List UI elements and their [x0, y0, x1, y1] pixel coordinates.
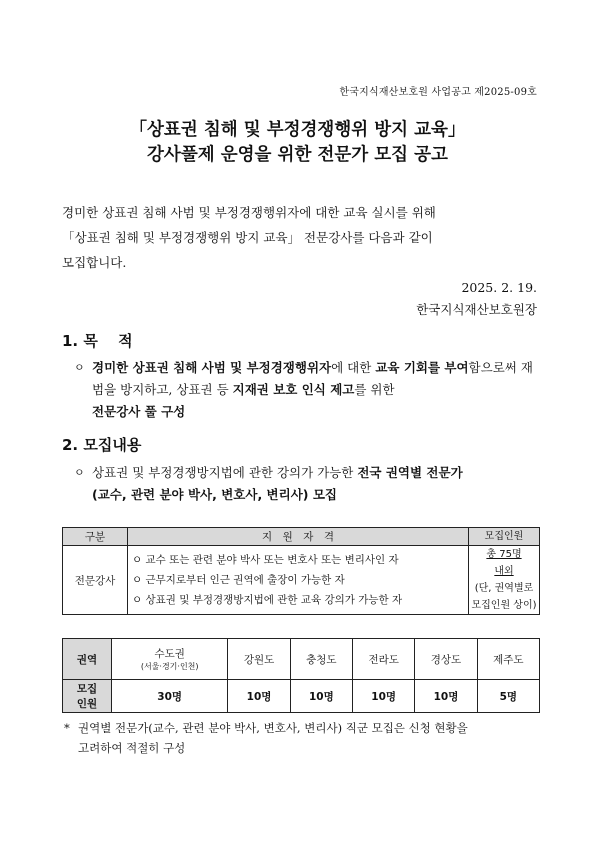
section-1-emphasis-4: 전문강사 풀 구성	[92, 404, 186, 419]
region-gangwon: 강원도	[228, 639, 290, 680]
bullet-mark: ㅇ	[74, 361, 85, 374]
notice-date: 2025. 2. 19.	[461, 280, 537, 295]
bullet-mark: ㅇ	[74, 466, 85, 479]
count-jeju: 5명	[477, 680, 539, 713]
title-line-1: 「상표권 침해 및 부정경쟁행위 방지 교육」	[129, 120, 466, 140]
region-chungcheong: 충청도	[290, 639, 352, 680]
date-issuer-block	[416, 277, 537, 321]
recruit-approx: 내외	[494, 566, 514, 577]
section-2-heading: 2. 모집내용	[62, 436, 142, 454]
section-2-emphasis-1: 전국 권역별 전문가	[357, 465, 463, 480]
count-gyeongsang: 10명	[415, 680, 477, 713]
footnote-line-2: 고려하여 적절히 구성	[78, 741, 186, 755]
recruit-total: 총 75명	[486, 549, 522, 560]
notice-number: 한국지식재산보호원 사업공고 제2025-09호	[339, 87, 537, 98]
count-capital: 30명	[112, 680, 228, 713]
region-capital: 수도권 (서울·경기·인천)	[112, 639, 228, 680]
region-jeolla: 전라도	[353, 639, 415, 680]
intro-line-2: 「상표권 침해 및 부정경쟁행위 방지 교육」 전문강사를 다음과 같이	[62, 230, 433, 245]
region-gyeongsang: 경상도	[415, 639, 477, 680]
count-gangwon: 10명	[228, 680, 290, 713]
footnote-line-1: 권역별 전문가(교수, 관련 분야 박사, 변호사, 변리사) 직군 모집은 신청 현황을	[78, 721, 468, 735]
region-count-row	[63, 680, 540, 713]
section-1-paragraph	[74, 357, 540, 423]
issuer-name: 한국지식재산보호원장	[416, 302, 537, 317]
title-line-2: 강사풀제 운영을 위한 전문가 모집 공고	[147, 145, 448, 165]
section-1-text-1: 에 대한	[331, 360, 376, 375]
category-cell: 전문강사	[63, 546, 128, 615]
count-chungcheong: 10명	[290, 680, 352, 713]
intro-line-1: 경미한 상표권 침해 사범 및 부정경쟁행위자에 대한 교육 실시를 위해	[62, 205, 436, 220]
section-1-emphasis-2: 교육 기회를 부여	[375, 360, 469, 375]
recruit-count-cell	[469, 546, 540, 615]
recruit-note-1: (단, 권역별로	[474, 583, 534, 594]
footnote	[64, 718, 540, 758]
region-jeju: 제주도	[477, 639, 539, 680]
qualification-table	[62, 527, 540, 615]
header-qualifications: 지 원 자 격	[128, 528, 469, 546]
section-1-heading: 1. 목 적	[62, 332, 133, 350]
section-1-text-2: 함으로써 재범을 방지하고, 상표권 등	[92, 360, 533, 397]
section-1-text-3: 를 위한	[354, 382, 395, 397]
region-table	[62, 638, 540, 713]
region-label: 권역	[63, 639, 112, 680]
header-category: 구분	[63, 528, 128, 546]
section-2-text-1: 상표권 및 부정경쟁방지법에 관한 강의가 가능한	[92, 465, 358, 480]
header-recruit-count: 모집인원	[469, 528, 540, 546]
section-1-emphasis-1: 경미한 상표권 침해 사범 및 부정경쟁행위자	[92, 360, 332, 375]
recruit-note-2: 모집인원 상이)	[471, 600, 537, 611]
qualification-table-header	[63, 528, 540, 546]
table-row	[63, 546, 540, 615]
page-title	[0, 118, 595, 168]
footnote-mark: *	[64, 721, 70, 735]
section-2-paragraph	[74, 462, 540, 506]
recruit-count-label: 모집 인원	[63, 680, 112, 713]
qualification-item: ㅇ 교수 또는 관련 분야 박사 또는 변호사 또는 변리사인 자	[132, 554, 399, 566]
count-jeolla: 10명	[353, 680, 415, 713]
region-capital-sub: (서울·경기·인천)	[140, 662, 199, 671]
qualifications-cell	[128, 546, 469, 615]
intro-paragraph	[62, 200, 540, 275]
intro-line-3: 모집합니다.	[62, 255, 127, 270]
qualification-item: ㅇ 상표권 및 부정경쟁방지법에 관한 교육 강의가 가능한 자	[132, 594, 403, 606]
section-1-emphasis-3: 지재권 보호 인식 제고	[232, 382, 355, 397]
region-header-row	[63, 639, 540, 680]
qualification-item: ㅇ 근무지로부터 인근 권역에 출장이 가능한 자	[132, 574, 345, 586]
section-2-emphasis-2: (교수, 관련 분야 박사, 변호사, 변리사) 모집	[92, 487, 337, 502]
